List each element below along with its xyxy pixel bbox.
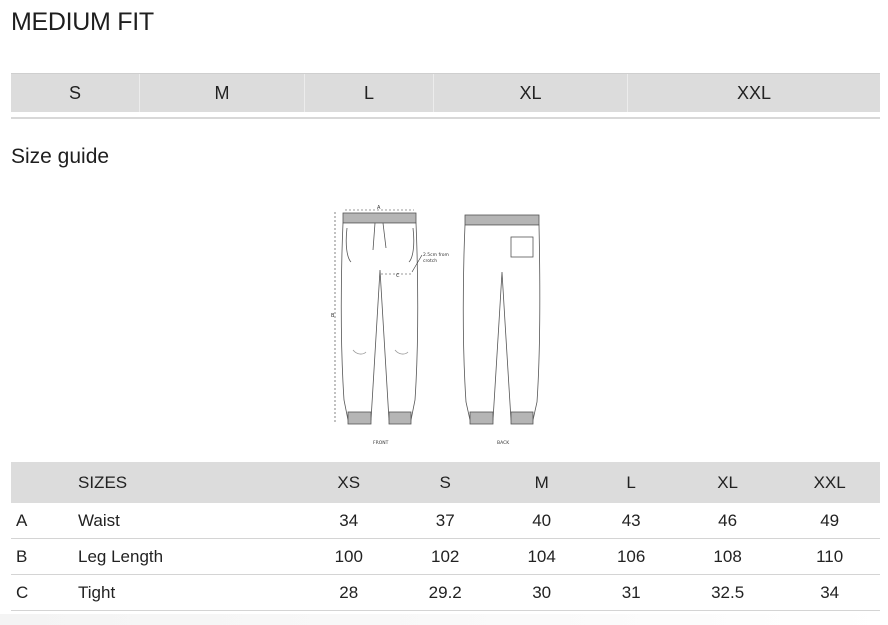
table-cell: 32.5	[676, 575, 779, 611]
table-cell: 37	[394, 503, 497, 539]
table-cell: 106	[586, 539, 676, 575]
header-size-s: S	[394, 462, 497, 503]
size-option-s[interactable]: S	[11, 74, 140, 112]
row-key: A	[11, 503, 77, 539]
size-option-xxl[interactable]: XXL	[736, 83, 772, 103]
dimension-b-label: B	[331, 313, 335, 319]
row-key: B	[11, 539, 77, 575]
table-cell: 100	[304, 539, 394, 575]
size-selector	[11, 73, 880, 112]
table-cell: 28	[304, 575, 394, 611]
size-table-header	[11, 462, 880, 503]
trousers-diagram	[325, 200, 555, 450]
table-cell: 34	[304, 503, 394, 539]
back-trousers-drawing	[463, 215, 540, 424]
table-row	[11, 503, 880, 539]
crotch-note-line-2: crotch	[423, 259, 438, 264]
size-option-m[interactable]: M	[140, 74, 305, 112]
row-key: C	[11, 575, 77, 611]
header-key-cell	[11, 462, 77, 503]
size-option-xl[interactable]: XL	[434, 74, 628, 112]
dimension-a-label: A	[377, 205, 381, 211]
header-size-xs: XS	[304, 462, 394, 503]
header-size-xl: XL	[676, 462, 779, 503]
table-cell: 108	[676, 539, 779, 575]
row-label: Tight	[77, 575, 304, 611]
size-table	[11, 462, 880, 611]
crotch-note-line-1: 2.5cm from	[423, 253, 449, 258]
front-label: FRONT	[373, 441, 389, 446]
table-cell: 43	[586, 503, 676, 539]
row-label: Leg Length	[77, 539, 304, 575]
header-size-xxl: XXL	[779, 462, 880, 503]
front-trousers-drawing	[341, 213, 418, 424]
table-cell: 30	[497, 575, 587, 611]
table-row	[11, 539, 880, 575]
table-cell: 49	[779, 503, 880, 539]
row-label: Waist	[77, 503, 304, 539]
table-cell: 29.2	[394, 575, 497, 611]
table-cell: 31	[586, 575, 676, 611]
table-cell: 104	[497, 539, 587, 575]
dimension-c-label: C	[396, 273, 400, 279]
page-title: MEDIUM FIT	[11, 8, 154, 36]
size-option-l[interactable]: L	[305, 74, 434, 112]
bottom-shadow	[0, 614, 888, 625]
table-cell: 34	[779, 575, 880, 611]
table-row	[11, 575, 880, 611]
section-divider	[11, 117, 880, 119]
table-cell: 110	[779, 539, 880, 575]
table-cell: 46	[676, 503, 779, 539]
size-guide-title: Size guide	[11, 145, 110, 168]
header-size-m: M	[497, 462, 587, 503]
table-cell: 102	[394, 539, 497, 575]
header-size-l: L	[586, 462, 676, 503]
table-cell: 40	[497, 503, 587, 539]
header-sizes-label: SIZES	[77, 462, 304, 503]
back-label: BACK	[497, 441, 510, 446]
